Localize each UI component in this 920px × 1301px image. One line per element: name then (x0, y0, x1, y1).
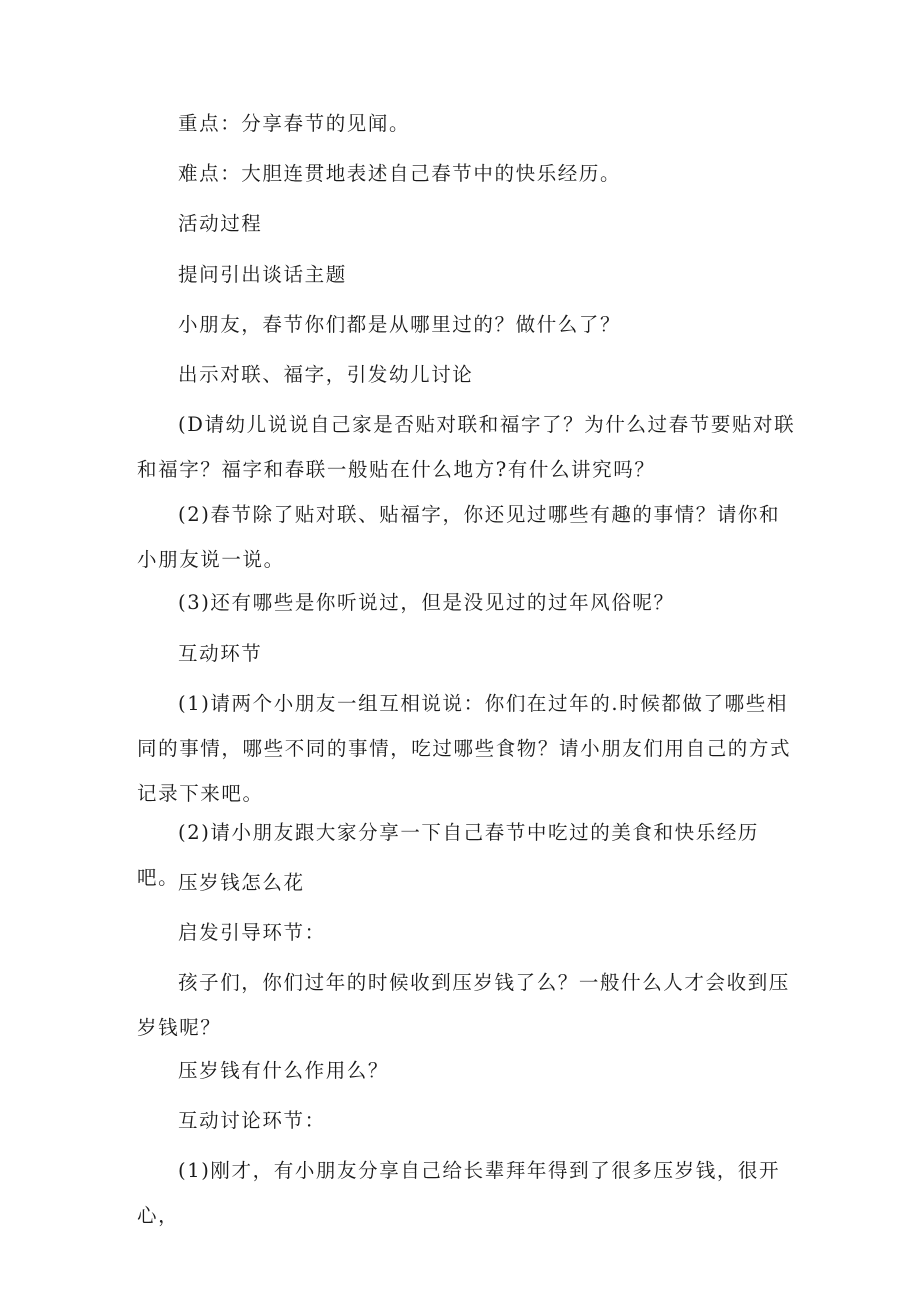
subheading-lucky-money: 压岁钱怎么花 (178, 871, 305, 894)
paragraph: (1)刚才，有小朋友分享自己给长辈拜年得到了很多压岁钱，很开心， (137, 1159, 781, 1227)
subheading-guidance: 启发引导环节： (178, 921, 326, 944)
key-point: 重点：分享春节的见闻。 (178, 112, 411, 135)
subheading-couplets: 出示对联、福字，引发幼儿讨论 (178, 363, 474, 386)
subheading-interaction: 互动环节 (178, 642, 263, 665)
subheading-discussion: 互动讨论环节： (178, 1109, 326, 1132)
difficult-point: 难点：大胆连贯地表述自己春节中的快乐经历。 (178, 162, 622, 185)
paragraph: (2)请小朋友跟大家分享一下自己春节中吃过的美食和快乐经历吧。 (137, 821, 760, 889)
paragraph: (1)请两个小朋友一组互相说说：你们在过年的.时候都做了哪些相同的事情，哪些不同的事情，吃过哪些食物？请小朋友们用自己的方式记录下来吧。 (137, 692, 792, 805)
section-heading-activity-process: 活动过程 (178, 212, 263, 235)
paragraph: 孩子们，你们过年的时候收到压岁钱了么？一般什么人才会收到压岁钱呢？ (137, 971, 790, 1039)
paragraph: (D请幼儿说说自己家是否贴对联和福字了？为什么过春节要贴对联和福字？福字和春联一般贴在什么地方?有什么讲究吗？ (137, 413, 796, 481)
paragraph: 小朋友，春节你们都是从哪里过的？做什么了？ (178, 313, 622, 336)
paragraph: (2)春节除了贴对联、贴福字，你还见过哪些有趣的事情？请你和小朋友说一说。 (137, 503, 781, 571)
paragraph: 压岁钱有什么作用么？ (178, 1059, 390, 1082)
paragraph: (3)还有哪些是你听说过，但是没见过的过年风俗呢？ (178, 591, 675, 614)
subheading-topic-intro: 提问引出谈话主题 (178, 263, 347, 286)
